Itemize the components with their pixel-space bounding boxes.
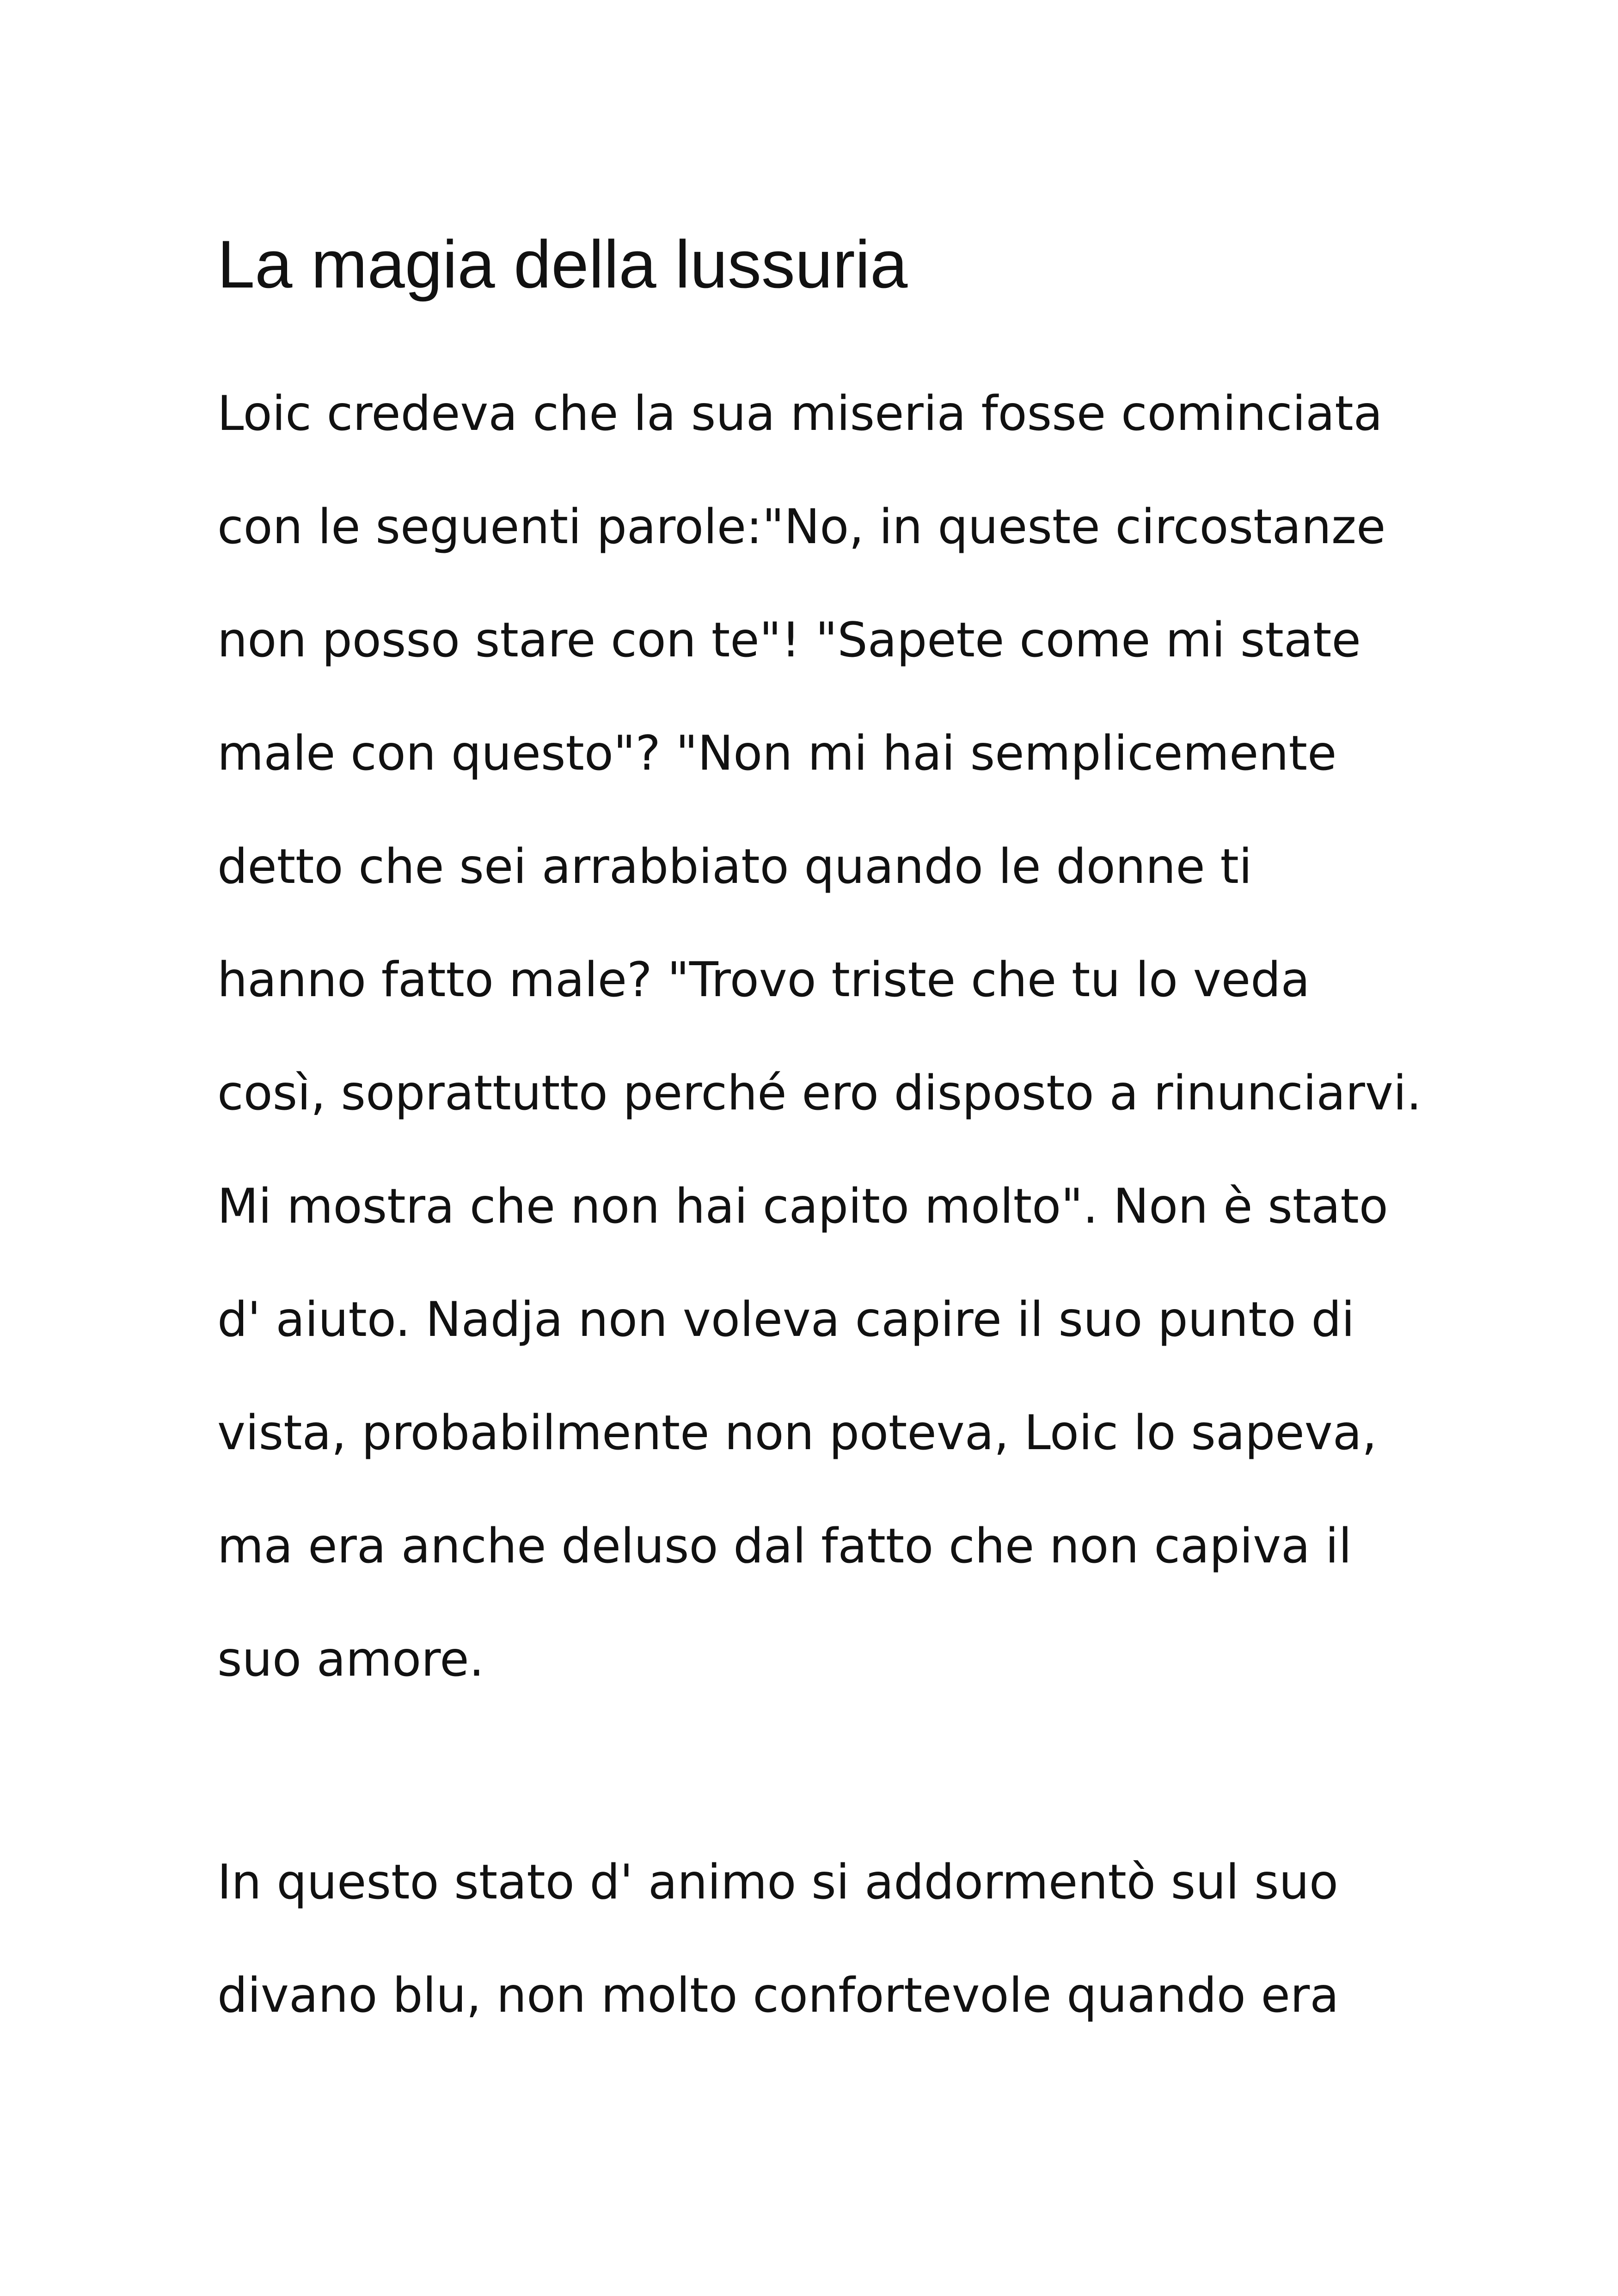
text-line: hanno fatto male? "Trovo triste che tu lo veda — [217, 952, 1310, 1008]
text-line: detto che sei arrabbiato quando le donne ti — [217, 839, 1252, 894]
text-line: Loic credeva che la sua miseria fosse cominciata — [217, 386, 1383, 441]
text-line: vista, probabilmente non poteva, Loic lo sapeva, — [217, 1405, 1377, 1461]
text-line: non posso stare con te"! "Sapete come mi state — [217, 612, 1361, 668]
text-line: Mi mostra che non hai capito molto". Non è stato — [217, 1179, 1388, 1234]
text-line: In questo stato d' animo si addormentò sul suo — [217, 1855, 1338, 1910]
text-line: suo amore. — [217, 1632, 484, 1687]
text-line: così, soprattutto perché ero disposto a rinunciarvi. — [217, 1065, 1422, 1121]
text-line: con le seguenti parole:"No, in queste circostanze — [217, 499, 1386, 555]
text-line: divano blu, non molto confortevole quando era — [217, 1968, 1339, 2023]
text-line: d' aiuto. Nadja non voleva capire il suo punto di — [217, 1292, 1355, 1347]
document-title: La magia della lussuria — [217, 227, 908, 302]
text-line: ma era anche deluso dal fatto che non capiva il — [217, 1518, 1352, 1574]
text-line: male con questo"? "Non mi hai semplicemente — [217, 726, 1337, 781]
